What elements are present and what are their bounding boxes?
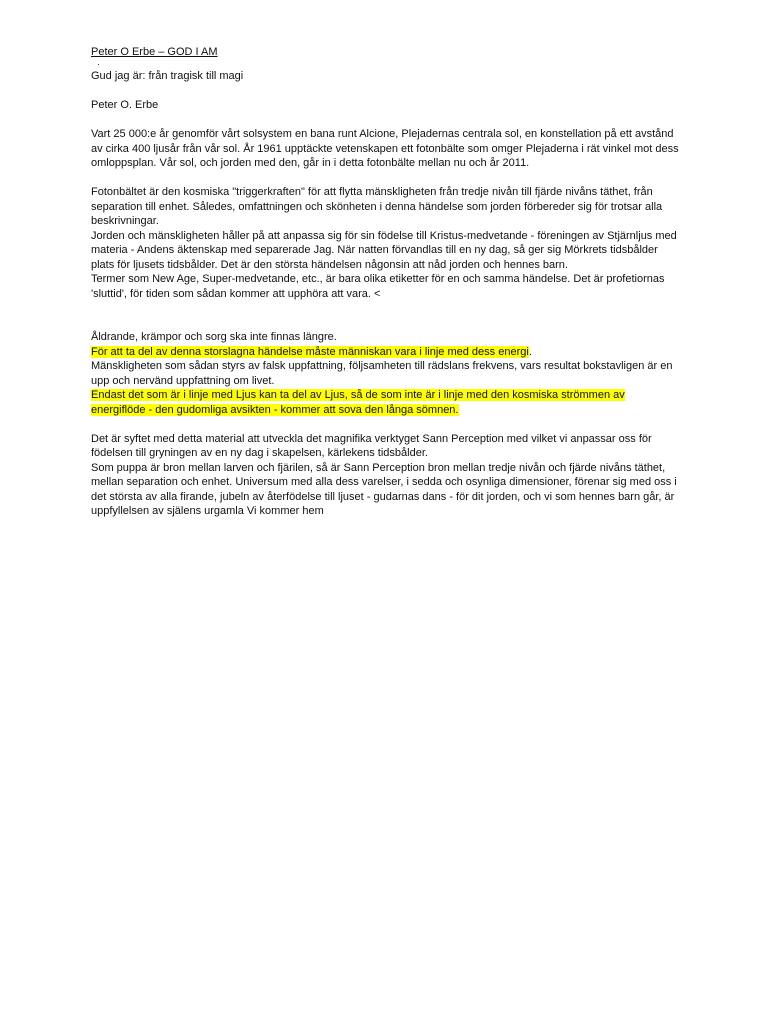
paragraph-6 — [91, 345, 681, 360]
spacer — [91, 417, 681, 432]
paragraph-1: Vart 25 000:e år genomför vårt solsystem en bana runt Alcione, Plejadernas centrala sol, en konstellation på ett avstånd av cirka 400 ljusår från vår sol. År 1961 upptäckte vetenskapen ett fotonbälte som omger Plejaderna i rät vinkel mot dess omloppsplan. Vår sol, och jorden med den, går in i detta fotonbälte mellan nu och år 2011. — [91, 128, 679, 169]
spacer — [91, 113, 681, 128]
stray-mark: · — [97, 59, 100, 69]
spacer — [91, 84, 681, 99]
paragraph-7: Mänskligheten som sådan styrs av falsk uppfattning, följsamheten till rädslans frekvens, vars resultat bokstavligen är en upp och nervänd uppfattning om livet. — [91, 360, 673, 387]
highlighted-text: För att ta del av denna storslagna händelse måste människan vara i linje med dess energi — [91, 345, 529, 358]
spacer — [91, 301, 681, 330]
document-title: Peter O Erbe – GOD I AM — [91, 46, 218, 58]
paragraph-8 — [91, 388, 681, 417]
paragraph-2: Fotonbältet är den kosmiska "triggerkraften" för att flytta mänskligheten från tredje nivån till fjärde nivåns täthet, från separation till enhet. Således, omfattningen och skönheten i denna händelse som jorden förbereder sig för trotsar alla beskrivningar. — [91, 186, 663, 227]
spacer — [91, 171, 681, 186]
paragraph-9: Det är syftet med detta material att utveckla det magnifika verktyget Sann Perception med vilket vi anpassar oss för födelsen till gryningen av en ny dag i skapelsen, kärlekens tidsbålder. — [91, 432, 652, 459]
paragraph-6-tail: . — [528, 345, 532, 358]
document-author: Peter O. Erbe — [91, 99, 159, 111]
paragraph-10: Som puppa är bron mellan larven och fjärilen, så är Sann Perception bron mellan tredje nivån och fjärde nivåns täthet, mellan separation och enhet. Universum med alla dess varelser, i sedda och osynliga dimensioner, förenar sig med oss i det största av alla firande, jubeln av återfödelse till ljuset - gudarnas dans - för dit jorden, och vi som hennes barn går, är uppfyllelsen av själens urgamla Vi kommer hem — [91, 461, 677, 517]
paragraph-5: Åldrande, krämpor och sorg ska inte finnas längre. — [91, 331, 337, 343]
document-body — [91, 45, 681, 519]
document-subtitle: Gud jag är: från tragisk till magi — [91, 70, 244, 82]
paragraph-4: Termer som New Age, Super-medvetande, etc., är bara olika etiketter för en och samma händelse. Det är profetiornas 'sluttid', för tiden som sådan kommer att upphöra att vara. < — [91, 273, 665, 300]
highlighted-text: Endast det som är i linje med Ljus kan ta del av Ljus, så de som inte är i linje med den kosmiska strömmen av energiflöde - den gudomliga avsikten - kommer att sova den långa sömnen. — [91, 389, 625, 416]
paragraph-3: Jorden och mänskligheten håller på att anpassa sig för sin födelse till Kristus-medvetande - föreningen av Stjärnljus med materia - Andens äktenskap med separerade Jag. När natten förvandlas till en ny dag, så ger sig Mörkrets tidsbålder plats för ljusets tidsbålder. Det är den största händelsen någonsin att nåd jorden och hennes barn. — [91, 229, 677, 271]
